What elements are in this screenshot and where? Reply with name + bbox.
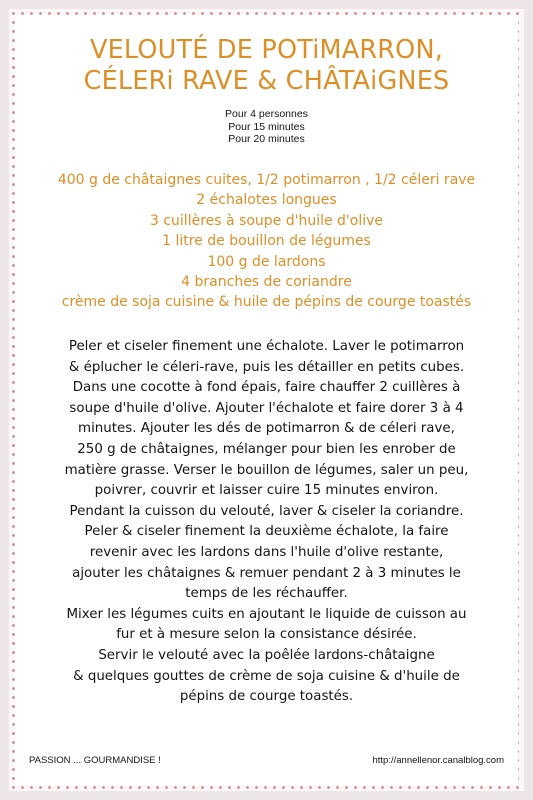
ingredient-item: 400 g de châtaignes cuites, 1/2 potimarron , 1/2 céleri rave: [57, 172, 476, 188]
instruction-line: ajouter les châtaignes & remuer pendant 2 à 3 minutes le: [72, 565, 461, 581]
instruction-line: Peler & ciseler finement la deuxième échalote, la faire: [84, 524, 449, 540]
title-line: CÉLERi RAVE & CHÂTAiGNES: [83, 66, 450, 96]
instruction-line: 250 g de châtaignes, mélanger pour bien les enrober de: [77, 441, 456, 457]
instruction-line: Pendant la cuisson du velouté, laver & ciseler la coriandre.: [69, 503, 464, 519]
instruction-line: minutes. Ajouter les dés de potimarron & de céleri rave,: [78, 421, 455, 437]
ingredient-item: crème de soja cuisine & huile de pépins de courge toastés: [61, 294, 472, 311]
instruction-line: Servir le velouté avec la poêlée lardons-châtaigne: [98, 647, 435, 663]
instruction-line: poivrer, couvrir et laisser cuire 15 minutes environ.: [94, 483, 439, 499]
instruction-line: revenir avec les lardons dans l'huile d'olive restante,: [89, 544, 444, 560]
footer: [29, 755, 504, 766]
instruction-line: fur et à mesure selon la consistance désirée.: [116, 627, 417, 643]
title-line: VELOUTÉ DE POTiMARRON,: [89, 35, 444, 65]
ingredient-item: 4 branches de coriandre: [181, 274, 352, 291]
instruction-line: pépins de courge toastés.: [179, 689, 354, 705]
ingredient-item: 1 litre de bouillon de légumes: [162, 233, 371, 250]
recipe-title: [15, 35, 518, 97]
instruction-line: Mixer les légumes cuits en ajoutant le liquide de cuisson au: [66, 606, 467, 622]
ingredient-item: 3 cuillères à soupe d'huile d'olive: [149, 212, 384, 229]
instructions: [15, 337, 518, 708]
instruction-line: Peler et ciseler finement une échalote. Laver le potimarron: [68, 339, 465, 354]
ingredient-item: 100 g de lardons: [207, 253, 326, 270]
footer-tagline: PASSION ... GOURMANDISE !: [29, 755, 161, 766]
servings-line: Pour 15 minutes: [228, 120, 305, 133]
instruction-line: soupe d'huile d'olive. Ajouter l'échalote et faire dorer 3 à 4: [69, 400, 464, 416]
recipe-card: [15, 15, 518, 785]
servings-line: Pour 20 minutes: [228, 133, 305, 145]
instruction-line: & quelques gouttes de crème de soja cuisine & d'huile de: [73, 668, 460, 684]
footer-url-link[interactable]: http://annellenor.canalblog.com: [372, 755, 504, 766]
instruction-line: & éplucher le céleri-rave, puis les détailler en petits cubes.: [68, 359, 465, 375]
servings-info: [15, 108, 518, 146]
ingredients-list: [15, 170, 518, 313]
ingredient-item: 2 échalotes longues: [196, 192, 337, 209]
instruction-line: matière grasse. Verser le bouillon de légumes, saler un peu,: [64, 462, 469, 478]
instruction-line: Dans une cocotte à fond épais, faire chauffer 2 cuillères à: [72, 380, 461, 396]
instruction-line: temps de les réchauffer.: [185, 586, 348, 602]
servings-line: Pour 4 personnes: [225, 108, 308, 120]
